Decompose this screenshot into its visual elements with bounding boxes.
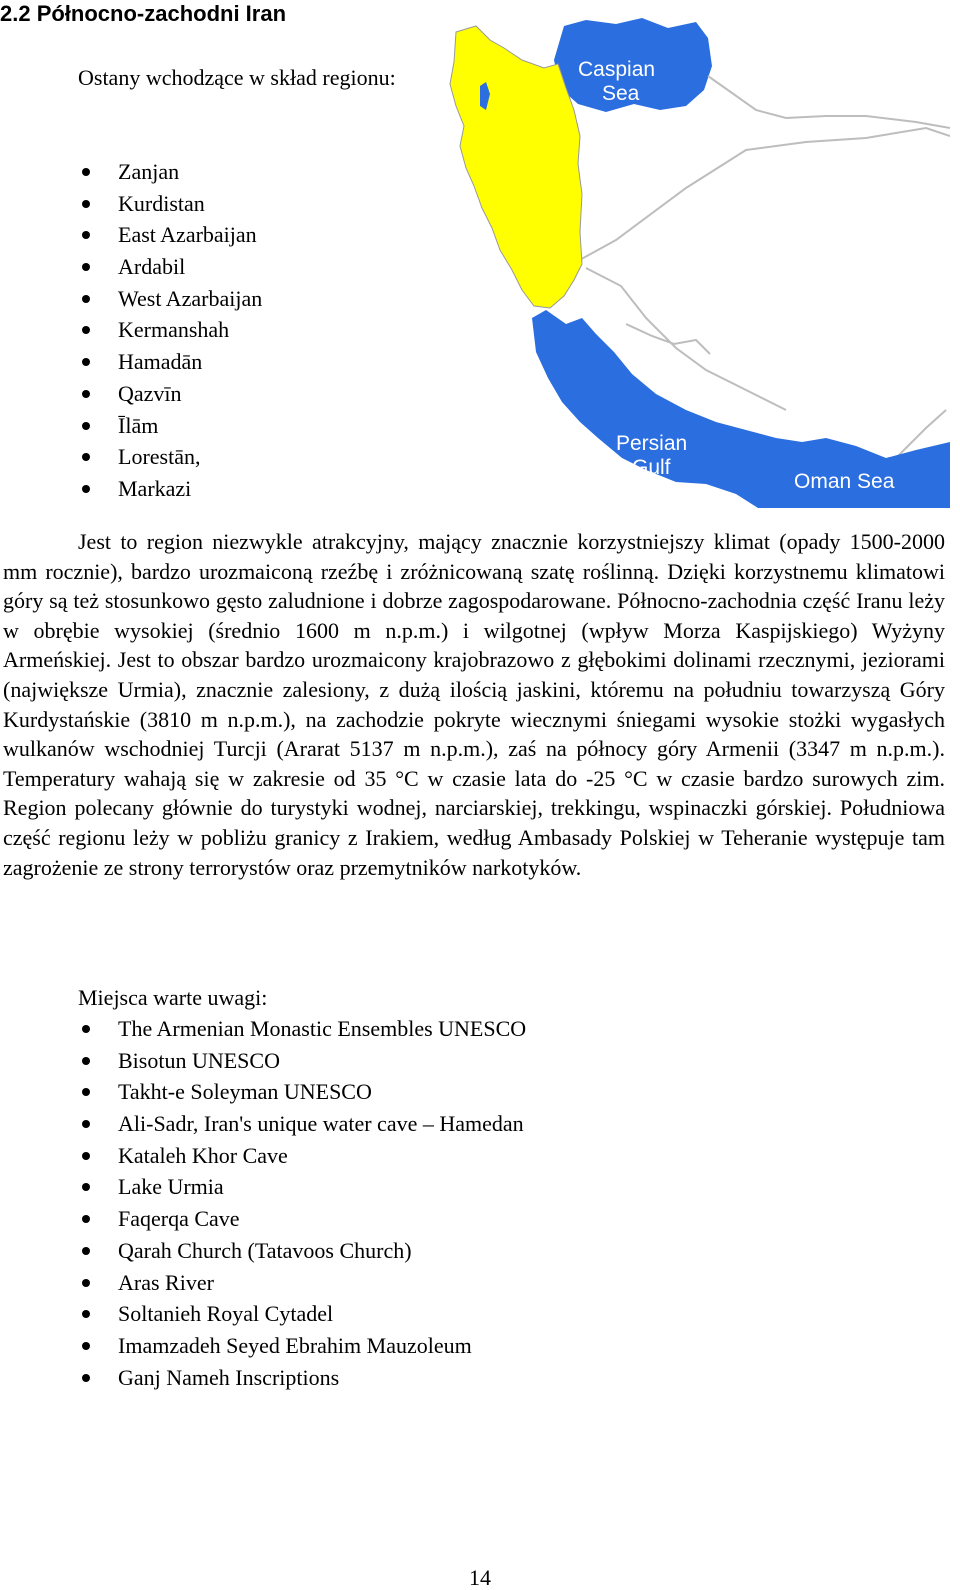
bullet-icon <box>82 422 90 430</box>
list-item-text: Markazi <box>118 475 192 501</box>
place-item <box>78 1013 526 1045</box>
province-item <box>78 156 262 188</box>
list-item-text: Hamadān <box>118 349 203 375</box>
place-item <box>78 1171 526 1203</box>
place-item <box>78 1045 526 1077</box>
list-item-text: Ardabil <box>118 254 186 280</box>
bullet-icon <box>82 485 90 493</box>
place-item <box>78 1330 526 1362</box>
bullet-icon <box>82 1088 90 1096</box>
province-item <box>78 378 262 410</box>
list-item-text: Aras River <box>118 1269 214 1295</box>
place-item <box>78 1203 526 1235</box>
bullet-icon <box>82 1342 90 1350</box>
province-item <box>78 410 262 442</box>
bullet-icon <box>82 1247 90 1255</box>
places-title: Miejsca warte uwagi: <box>78 985 268 1010</box>
list-item-text: Qazvīn <box>118 380 182 406</box>
place-item <box>78 1108 526 1140</box>
region-description <box>3 527 945 882</box>
paragraph-text: Jest to region niezwykle atrakcyjny, mający znacznie korzystniejszy klimat (opady 1500-2000 mm rocznie), bardzo urozmaiconą rzeźbę i zróżnicowaną szatę roślinną. Dzięki korzystnemu klimatowi góry są też stosunkowo gęsto zaludnione i dobrze zagospodarowane. Północno-zachodnia część Iranu leży w obrębie wysokiej (średnio 1600 m n.p.m.) i wilgotnej (wpływ Morza Kaspijskiego) Wyżyny Armeńskiej. Jest to obszar bardzo urozmaicony krajobrazowo z głębokimi dolinami rzecznymi, jeziorami (największe Urmia), znacznie zalesiony, z dużą ilością jaskini, któremu na południu towarzyszą Góry Kurdystańskie (3810 m n.p.m.), na zachodzie pokryte wiecznymi śniegami wysokie stożki wygasłych wulkanów wschodniej Turcji (Ararat 5137 m n.p.m.), zaś na północy góry Armenii (3347 m n.p.m.). Temperatury wahają się w zakresie od 35 °C w czasie lata do -25 °C w czasie bardzo surowych zim. Region polecany głównie do turystyki wodnej, narciarskiej, trekkingu, wspinaczki górskiej. Południowa część regionu leży w pobliżu granicy z Irakiem, według Ambasady Polskiej w Teheranie występuje tam zagrożenie ze strony terrorystów oraz przemytników narkotyków. <box>3 529 945 880</box>
bullet-icon <box>82 1310 90 1318</box>
province-item <box>78 314 262 346</box>
list-item-text: Bisotun UNESCO <box>118 1047 280 1073</box>
bullet-icon <box>82 1183 90 1191</box>
page-number: 14 <box>469 1565 491 1590</box>
list-item-text: Zanjan <box>118 159 180 184</box>
list-item-text: Kermanshah <box>118 317 230 343</box>
place-item <box>78 1362 526 1394</box>
list-item-text: Ganj Nameh Inscriptions <box>118 1364 340 1390</box>
bullet-icon <box>82 326 90 334</box>
bullet-icon <box>82 1215 90 1223</box>
bullet-icon <box>82 1120 90 1128</box>
places-list <box>78 1013 526 1393</box>
bullet-icon <box>82 200 90 208</box>
place-item <box>78 1298 526 1330</box>
place-item <box>78 1140 526 1172</box>
section-heading: 2.2 Północno-zachodni Iran <box>0 1 287 26</box>
list-item-text: Faqerqa Cave <box>118 1206 240 1232</box>
bullet-icon <box>82 1374 90 1382</box>
list-item-text: Īlām <box>118 412 159 438</box>
oman-label: Oman Sea <box>794 470 895 493</box>
caspian-label-line2: Sea <box>602 82 640 105</box>
place-item <box>78 1076 526 1108</box>
bullet-icon <box>82 390 90 398</box>
bullet-icon <box>82 1279 90 1287</box>
caspian-label-line1: Caspian <box>578 58 656 81</box>
list-item-text: Kurdistan <box>118 190 205 216</box>
province-item <box>78 283 262 315</box>
region-map <box>446 18 950 508</box>
province-item <box>78 441 262 473</box>
list-item-text: Qarah Church (Tatavoos Church) <box>118 1237 412 1263</box>
place-item <box>78 1235 526 1267</box>
list-item-text: Soltanieh Royal Cytadel <box>118 1301 334 1327</box>
province-item <box>78 346 262 378</box>
list-item-text: Lake Urmia <box>118 1174 224 1200</box>
bullet-icon <box>82 358 90 366</box>
provinces-intro: Ostany wchodzące w skład regionu: <box>78 65 396 90</box>
bullet-icon <box>82 295 90 303</box>
bullet-icon <box>82 1152 90 1160</box>
bullet-icon <box>82 1057 90 1065</box>
list-item-text: West Azarbaijan <box>118 285 263 311</box>
list-item-text: Takht-e Soleyman UNESCO <box>118 1079 372 1105</box>
bullet-icon <box>82 453 90 461</box>
list-item-text: The Armenian Monastic Ensembles UNESCO <box>118 1016 527 1041</box>
province-item <box>78 219 262 251</box>
bullet-icon <box>82 168 90 176</box>
list-item-text: East Azarbaijan <box>118 222 257 248</box>
list-item-text: Kataleh Khor Cave <box>118 1142 288 1168</box>
place-item <box>78 1267 526 1299</box>
province-item <box>78 473 262 505</box>
list-item-text: Lorestān, <box>118 444 201 470</box>
list-item-text: Ali-Sadr, Iran's unique water cave – Hamedan <box>118 1111 524 1137</box>
province-item <box>78 251 262 283</box>
bullet-icon <box>82 263 90 271</box>
bullet-icon <box>82 1025 90 1033</box>
provinces-list <box>78 156 262 505</box>
list-item-text: Imamzadeh Seyed Ebrahim Mauzoleum <box>118 1332 472 1358</box>
persian-label-line2: Gulf <box>632 456 671 479</box>
persian-label-line1: Persian <box>616 432 688 455</box>
province-item <box>78 188 262 220</box>
bullet-icon <box>82 231 90 239</box>
